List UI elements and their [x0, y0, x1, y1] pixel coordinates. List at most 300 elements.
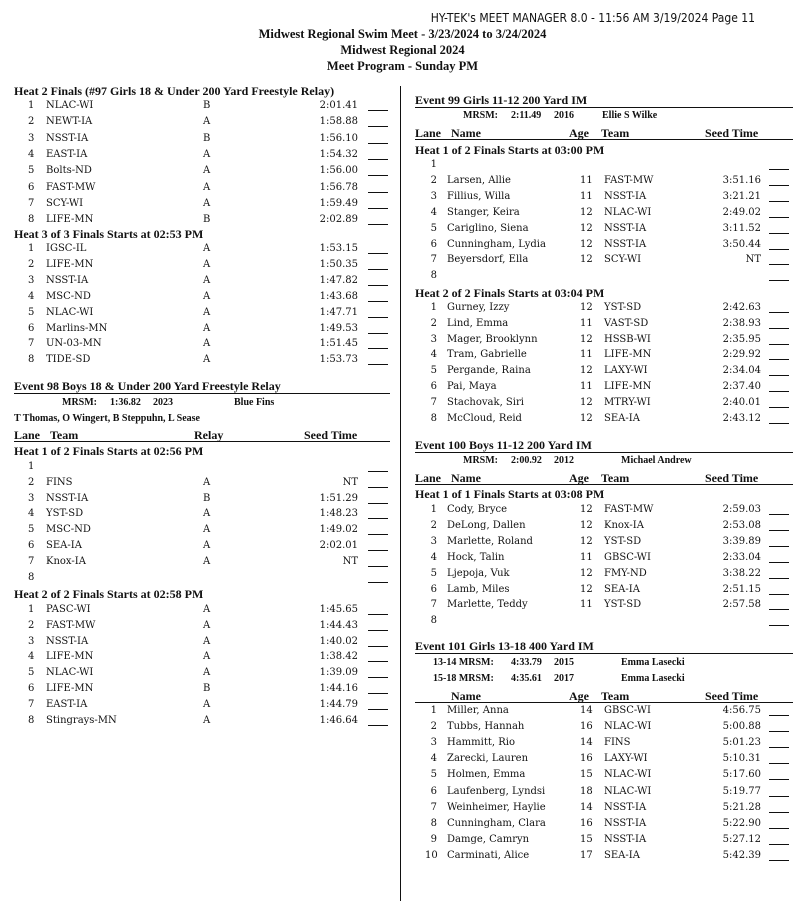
relay-letter: B — [203, 492, 211, 504]
lane-number: 2 — [28, 258, 35, 270]
swimmer-age: 14 — [580, 801, 593, 813]
team-name: NLAC-WI — [46, 100, 94, 111]
result-blank — [769, 720, 789, 732]
result-blank — [368, 523, 388, 535]
lane-number: 5 — [28, 165, 35, 177]
lane-number: 3 — [28, 492, 35, 504]
swimmer-name: Fillius, Willa — [447, 190, 511, 202]
record-year: 2016 — [554, 110, 574, 121]
team-name: NLAC-WI — [46, 667, 94, 679]
result-blank — [769, 736, 789, 748]
table-row — [0, 164, 400, 178]
relay-letter: A — [203, 322, 211, 334]
record-time: 2:00.92 — [511, 455, 542, 466]
lane-number: 8 — [430, 412, 437, 424]
swimmer-name: Marlette, Teddy — [447, 599, 528, 611]
swimmer-name: Cody, Bryce — [447, 504, 508, 515]
column-header-name: Name — [451, 471, 481, 485]
swimmer-age: 12 — [580, 333, 593, 345]
seed-time: 1:44.79 — [319, 698, 358, 710]
result-blank — [368, 242, 388, 254]
table-row — [401, 849, 805, 863]
lane-number: 7 — [430, 254, 437, 266]
team-name: NLAC-WI — [604, 769, 652, 781]
team-name: GBSC-WI — [604, 551, 651, 563]
seed-time: 1:49.53 — [319, 322, 358, 334]
result-blank — [769, 364, 789, 376]
table-row — [401, 583, 805, 597]
seed-time: 3:21.21 — [722, 190, 761, 202]
table-row — [401, 206, 805, 220]
event-rule — [415, 653, 793, 654]
record-holder: Blue Fins — [234, 397, 275, 408]
lane-number: 5 — [28, 524, 35, 536]
lane-number: 10 — [425, 849, 438, 861]
swimmer-name: DeLong, Dallen — [447, 519, 526, 531]
swimmer-age: 12 — [580, 302, 593, 313]
result-blank — [769, 158, 789, 170]
result-blank — [368, 619, 388, 631]
table-row — [0, 213, 400, 227]
event-rule — [415, 107, 793, 108]
seed-time: 2:02.89 — [319, 214, 358, 226]
record-swimmers: T Thomas, O Wingert, B Steppuhn, L Sease — [14, 413, 200, 424]
seed-time: NT — [342, 555, 358, 567]
table-row — [0, 337, 400, 351]
lane-number: 8 — [28, 571, 35, 583]
seed-time: 5:17.60 — [722, 769, 761, 781]
right-column — [401, 0, 805, 901]
table-row — [0, 148, 400, 162]
result-blank — [769, 752, 789, 764]
lane-number: 8 — [430, 615, 437, 627]
team-name: SEA-IA — [604, 412, 640, 424]
record-label: MRSM: — [463, 455, 498, 466]
swimmer-age: 12 — [580, 222, 593, 234]
record-year: 2015 — [554, 657, 574, 668]
seed-time: 2:01.41 — [319, 100, 358, 111]
seed-time: 1:56.00 — [319, 165, 358, 177]
table-row — [401, 503, 805, 517]
table-row — [0, 492, 400, 506]
swimmer-age: 11 — [580, 174, 593, 186]
seed-time: 3:51.16 — [722, 174, 761, 186]
swimmer-age: 12 — [580, 519, 593, 531]
result-blank — [769, 598, 789, 610]
record-holder: Michael Andrew — [621, 455, 692, 466]
team-name: MTRY-WI — [604, 396, 651, 408]
swimmer-age: 12 — [580, 206, 593, 218]
record-time: 2:11.49 — [511, 110, 542, 121]
team-name: FINS — [604, 737, 631, 749]
table-row — [401, 174, 805, 188]
seed-time: 3:39.89 — [722, 535, 761, 547]
lane-number: 8 — [28, 214, 35, 226]
record-holder: Ellie S Wilke — [602, 110, 658, 121]
swimmer-age: 15 — [580, 769, 593, 781]
table-row — [401, 317, 805, 331]
table-row — [401, 364, 805, 378]
lane-number: 7 — [28, 698, 35, 710]
seed-time: 2:34.04 — [722, 365, 761, 377]
team-name: NSST-IA — [604, 222, 647, 234]
team-name: FAST-MW — [604, 174, 654, 186]
result-blank — [769, 614, 789, 626]
lane-number: 1 — [430, 504, 437, 515]
swimmer-name: Cunningham, Lydia — [447, 238, 546, 250]
team-name: NLAC-WI — [604, 721, 652, 733]
event-title: Event 100 Boys 11-12 200 Yard IM — [415, 438, 592, 452]
lane-number: 3 — [28, 274, 35, 286]
swimmer-name: Zarecki, Lauren — [447, 753, 529, 765]
team-name: Marlins-MN — [46, 322, 108, 334]
team-name: UN-03-MN — [46, 338, 102, 350]
result-blank — [368, 322, 388, 334]
relay-letter: B — [203, 683, 211, 694]
swimmer-name: Laufenberg, Lyndsi — [447, 785, 546, 797]
column-header-age: Age — [569, 689, 589, 703]
record-label: 13-14 MRSM: — [433, 657, 494, 668]
result-blank — [368, 99, 388, 111]
column-header-seed: Seed Time — [304, 428, 358, 442]
team-name: NEWT-IA — [46, 116, 93, 128]
seed-time: 2:38.93 — [722, 317, 761, 329]
table-row — [401, 253, 805, 267]
team-name: Bolts-ND — [46, 165, 92, 177]
lane-number: 7 — [28, 197, 35, 209]
lane-number: 6 — [28, 540, 35, 551]
table-row — [401, 567, 805, 581]
table-row — [401, 598, 805, 612]
relay-letter: A — [203, 698, 211, 710]
column-header-team: Team — [50, 428, 79, 442]
seed-time: 1:46.64 — [319, 714, 358, 726]
seed-time: 1:49.02 — [319, 524, 358, 536]
header-rule — [14, 441, 390, 442]
table-row — [0, 603, 400, 617]
lane-number: 5 — [430, 769, 437, 781]
column-header-relay: Relay — [194, 428, 224, 442]
result-blank — [368, 698, 388, 710]
result-blank — [368, 603, 388, 615]
table-row — [401, 833, 805, 847]
swimmer-name: Ljepoja, Vuk — [447, 567, 510, 579]
swimmer-age: 12 — [580, 535, 593, 547]
seed-time: 1:47.71 — [319, 306, 358, 318]
heat-title: Heat 2 Finals (#97 Girls 18 & Under 200 Yard Freestyle Relay) — [14, 84, 335, 98]
swimmer-age: 14 — [580, 705, 593, 716]
seed-time: 2:35.95 — [722, 333, 761, 345]
swimmer-age: 18 — [580, 785, 593, 797]
result-blank — [368, 213, 388, 225]
seed-time: 3:50.44 — [722, 238, 761, 250]
swimmer-name: Damge, Camryn — [447, 833, 530, 845]
result-blank — [769, 503, 789, 515]
column-header-team: Team — [601, 126, 630, 140]
team-name: LIFE-MN — [46, 258, 94, 270]
table-row — [401, 269, 805, 283]
header-rule — [415, 484, 793, 485]
lane-number: 2 — [430, 317, 437, 329]
table-row — [401, 752, 805, 766]
column-header-age: Age — [569, 471, 589, 485]
table-row — [0, 666, 400, 680]
table-row — [401, 785, 805, 799]
result-blank — [769, 785, 789, 797]
team-name: Knox-IA — [46, 555, 86, 567]
team-name: SCY-WI — [46, 197, 84, 209]
lane-number: 8 — [28, 714, 35, 726]
lane-number: 1 — [28, 243, 35, 254]
swimmer-age: 11 — [580, 317, 593, 329]
result-blank — [769, 174, 789, 186]
relay-letter: A — [203, 274, 211, 286]
meet-title: Midwest Regional Swim Meet - 3/23/2024 to 3/24/2024 — [258, 27, 547, 41]
seed-time: 5:21.28 — [722, 801, 761, 813]
result-blank — [769, 567, 789, 579]
column-header-age: Age — [569, 126, 589, 140]
lane-number: 5 — [28, 667, 35, 679]
result-blank — [769, 238, 789, 250]
seed-time: 2:29.92 — [722, 349, 761, 361]
column-header-seed: Seed Time — [705, 689, 759, 703]
lane-number: 6 — [28, 181, 35, 193]
result-blank — [769, 222, 789, 234]
lane-number: 6 — [28, 322, 35, 334]
seed-time: NT — [342, 476, 358, 488]
swimmer-age: 11 — [580, 349, 593, 361]
lane-number: 7 — [430, 599, 437, 611]
seed-time: 2:57.58 — [722, 599, 761, 611]
lane-number: 6 — [430, 238, 437, 250]
result-blank — [769, 269, 789, 281]
seed-time: 3:11.52 — [722, 222, 761, 234]
left-column — [0, 0, 400, 901]
result-blank — [769, 333, 789, 345]
lane-number: 4 — [430, 753, 437, 765]
swimmer-age: 16 — [580, 817, 593, 829]
swimmer-name: Stachovak, Siri — [447, 396, 524, 408]
record-time: 4:35.61 — [511, 673, 542, 684]
table-row — [0, 115, 400, 129]
column-header-name: Name — [451, 689, 481, 703]
lane-number: 7 — [28, 555, 35, 567]
seed-time: 2:53.08 — [722, 519, 761, 531]
swimmer-age: 16 — [580, 721, 593, 733]
table-row — [0, 460, 400, 474]
result-blank — [368, 507, 388, 519]
result-blank — [769, 583, 789, 595]
seed-time: 5:27.12 — [722, 833, 761, 845]
relay-letter: A — [203, 306, 211, 318]
table-row — [0, 242, 400, 256]
relay-letter: A — [203, 524, 211, 536]
table-row — [0, 197, 400, 211]
team-name: LAXY-WI — [604, 753, 648, 765]
lane-number: 1 — [28, 461, 35, 472]
result-blank — [769, 412, 789, 424]
team-name: FINS — [46, 476, 73, 488]
swimmer-name: Carminati, Alice — [447, 849, 530, 861]
lane-number: 3 — [430, 737, 437, 749]
meet-subtitle: Midwest Regional 2024 — [340, 43, 465, 57]
relay-letter: A — [203, 508, 211, 520]
swimmer-age: 12 — [580, 238, 593, 250]
relay-letter: A — [203, 354, 211, 366]
lane-number: 4 — [430, 349, 437, 361]
table-row — [0, 714, 400, 728]
relay-letter: A — [203, 290, 211, 302]
swimmer-name: Holmen, Emma — [447, 769, 526, 781]
swimmer-name: Pai, Maya — [447, 381, 497, 392]
swimmer-name: Cunningham, Clara — [447, 817, 546, 829]
seed-time: 2:51.15 — [722, 583, 761, 595]
table-row — [401, 801, 805, 815]
relay-letter: A — [203, 540, 211, 551]
lane-number: 1 — [430, 705, 437, 716]
result-blank — [368, 306, 388, 318]
lane-number: 6 — [28, 683, 35, 694]
relay-letter: A — [203, 651, 211, 663]
team-name: EAST-IA — [46, 148, 88, 160]
seed-time: 2:42.63 — [722, 302, 761, 313]
event-title: Event 98 Boys 18 & Under 200 Yard Freestyle Relay — [14, 379, 281, 393]
team-name: YST-SD — [604, 302, 642, 313]
team-name: NSST-IA — [46, 492, 89, 504]
team-name: SEA-IA — [604, 583, 640, 595]
swimmer-age: 11 — [580, 381, 593, 392]
team-name: NLAC-WI — [46, 306, 94, 318]
record-label: 15-18 MRSM: — [433, 673, 494, 684]
result-blank — [769, 253, 789, 265]
record-holder: Emma Lasecki — [621, 657, 685, 668]
team-name: NSST-IA — [604, 238, 647, 250]
team-name: NSST-IA — [46, 635, 89, 647]
result-blank — [769, 768, 789, 780]
lane-number: 7 — [430, 801, 437, 813]
result-blank — [769, 380, 789, 392]
team-name: EAST-IA — [46, 698, 88, 710]
relay-letter: A — [203, 555, 211, 567]
lane-number: 3 — [430, 190, 437, 202]
table-row — [0, 274, 400, 288]
seed-time: 1:39.09 — [319, 667, 358, 679]
lane-number: 7 — [430, 396, 437, 408]
seed-time: 1:45.65 — [319, 604, 358, 615]
lane-number: 3 — [28, 132, 35, 144]
seed-time: 3:38.22 — [722, 567, 761, 579]
swimmer-age: 12 — [580, 412, 593, 424]
swimmer-age: 16 — [580, 753, 593, 765]
result-blank — [368, 714, 388, 726]
seed-time: 1:53.15 — [319, 243, 358, 254]
seed-time: 1:38.42 — [319, 651, 358, 663]
event-title: Event 101 Girls 13-18 400 Yard IM — [415, 639, 594, 653]
table-row — [401, 817, 805, 831]
table-row — [0, 507, 400, 521]
swimmer-age: 12 — [580, 396, 593, 408]
relay-letter: A — [203, 667, 211, 679]
seed-time: 2:59.03 — [722, 504, 761, 515]
table-row — [401, 190, 805, 204]
relay-letter: A — [203, 714, 211, 726]
swimmer-name: Marlette, Roland — [447, 535, 533, 547]
lane-number: 1 — [430, 159, 437, 170]
column-header-team: Team — [601, 689, 630, 703]
swimmer-age: 12 — [580, 567, 593, 579]
team-name: LIFE-MN — [46, 651, 94, 663]
relay-letter: A — [203, 116, 211, 128]
team-name: NSST-IA — [604, 817, 647, 829]
lane-number: 2 — [430, 721, 437, 733]
seed-time: 1:50.35 — [319, 258, 358, 270]
lane-number: 5 — [28, 306, 35, 318]
table-row — [401, 519, 805, 533]
result-blank — [368, 571, 388, 583]
result-blank — [769, 833, 789, 845]
relay-letter: A — [203, 635, 211, 647]
seed-time: 2:33.04 — [722, 551, 761, 563]
program-title: Meet Program - Sunday PM — [326, 59, 479, 73]
table-row — [0, 698, 400, 712]
heat-title: Heat 3 of 3 Finals Starts at 02:53 PM — [14, 227, 204, 241]
seed-time: 1:44.16 — [319, 683, 358, 694]
result-blank — [769, 190, 789, 202]
table-row — [401, 614, 805, 628]
team-name: LAXY-WI — [604, 365, 648, 377]
swimmer-name: Pergande, Raina — [447, 365, 531, 377]
relay-letter: B — [203, 132, 211, 144]
lane-number: 8 — [430, 817, 437, 829]
team-name: LIFE-MN — [604, 381, 652, 392]
relay-letter: A — [203, 243, 211, 254]
team-name: IGSC-IL — [46, 243, 87, 254]
event-rule — [415, 452, 793, 453]
event-title: Event 99 Girls 11-12 200 Yard IM — [415, 93, 588, 107]
swimmer-name: Hock, Talin — [447, 551, 505, 563]
swimmer-age: 12 — [580, 365, 593, 377]
relay-letter: A — [203, 338, 211, 350]
seed-time: 2:37.40 — [722, 381, 761, 392]
swimmer-name: Beyersdorf, Ella — [447, 254, 529, 266]
seed-time: 5:01.23 — [722, 737, 761, 749]
record-holder: Emma Lasecki — [621, 673, 685, 684]
lane-number: 4 — [430, 551, 437, 563]
swimmer-name: Miller, Anna — [447, 705, 509, 716]
team-name: TIDE-SD — [46, 354, 91, 366]
relay-letter: A — [203, 604, 211, 615]
result-blank — [368, 164, 388, 176]
lane-number: 6 — [430, 583, 437, 595]
relay-letter: A — [203, 258, 211, 270]
swimmer-name: Cariglino, Siena — [447, 222, 529, 234]
swimmer-age: 14 — [580, 737, 593, 749]
table-row — [401, 704, 805, 718]
table-row — [0, 619, 400, 633]
record-time: 4:33.79 — [511, 657, 542, 668]
team-name: Knox-IA — [604, 519, 644, 531]
swimmer-name: Larsen, Allie — [447, 174, 511, 186]
result-blank — [368, 115, 388, 127]
seed-time: 1:47.82 — [319, 274, 358, 286]
team-name: SEA-IA — [46, 540, 82, 551]
result-blank — [368, 492, 388, 504]
column-header-lane: Lane — [415, 471, 442, 485]
swimmer-name: Tram, Gabrielle — [447, 349, 527, 361]
lane-number: 1 — [430, 302, 437, 313]
column-header-name: Name — [451, 126, 481, 140]
record-year: 2012 — [554, 455, 574, 466]
